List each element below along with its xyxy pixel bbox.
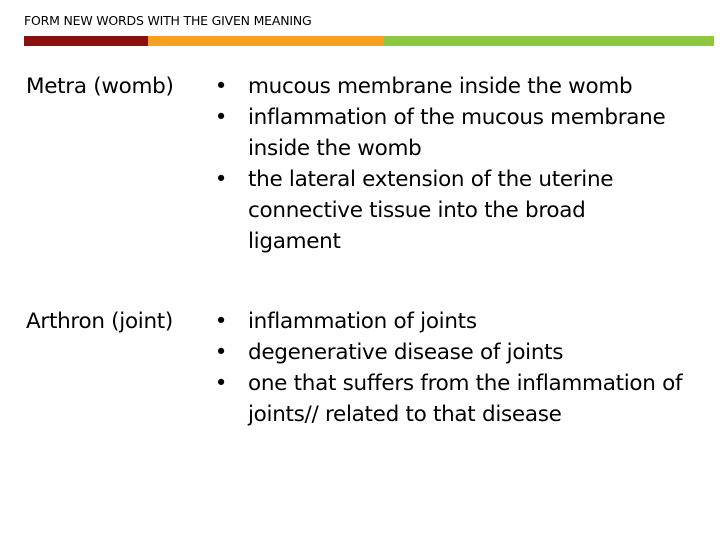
term-label: Arthron (joint) [26,309,174,334]
definition-text: the lateral extension of the uterine connective tissue into the broad ligament [248,167,614,254]
definition-text: inflammation of the mucous membrane inside the womb [248,105,666,161]
definition-item [210,306,720,337]
title-underline-bar [24,36,714,46]
definition-list [210,71,668,257]
bullet-icon: • [214,105,228,130]
title-bar-segment-red [24,36,148,46]
title-bar-segment-orange [148,36,384,46]
definition-item [210,102,668,164]
title-bar-segment-green [384,36,714,46]
definition-item [210,368,720,430]
definition-text: mucous membrane inside the womb [248,74,633,99]
definition-item [210,337,720,368]
definition-list [210,306,720,430]
definition-item [210,71,668,102]
bullet-icon: • [214,309,228,334]
bullet-icon: • [214,74,228,99]
definition-text: one that suffers from the inflammation of joints// related to that disease [248,371,683,427]
bullet-icon: • [214,371,228,396]
definition-text: inflammation of joints [248,309,477,334]
term-label: Metra (womb) [26,74,174,99]
bullet-icon: • [214,167,228,192]
bullet-icon: • [214,340,228,365]
slide-title: FORM NEW WORDS WITH THE GIVEN MEANING [24,13,312,28]
definition-item [210,164,668,257]
definition-text: degenerative disease of joints [248,340,564,365]
